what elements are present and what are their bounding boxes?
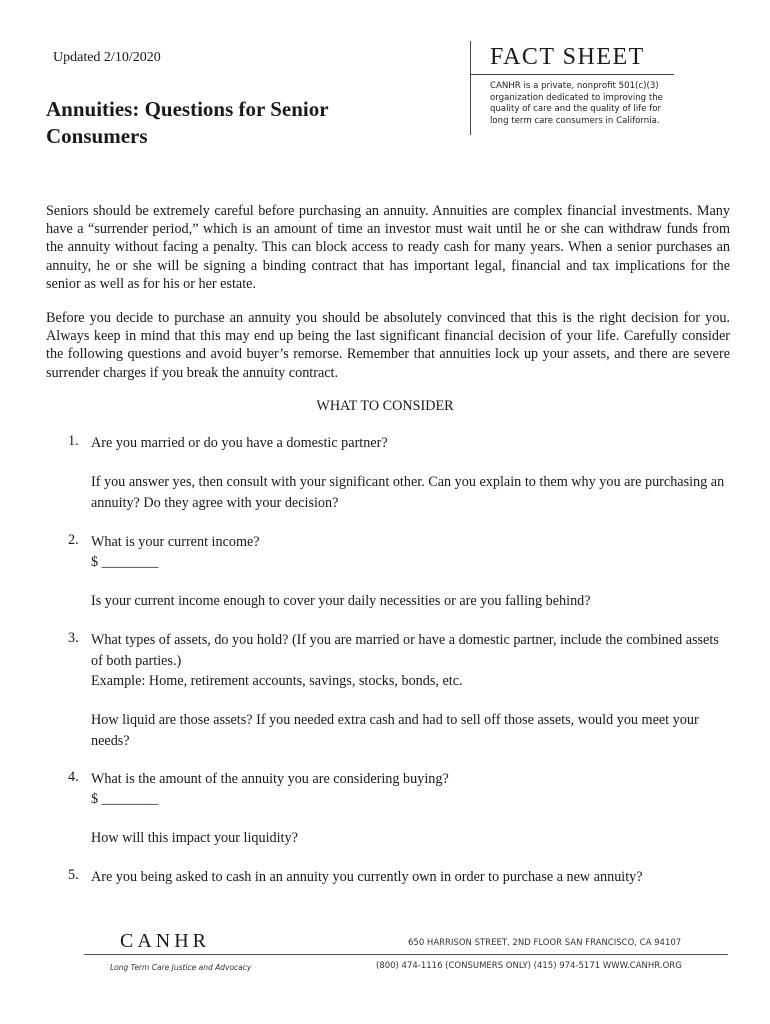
question-text: Are you being asked to cash in an annuity you currently own in order to purchase a new annuity? (91, 869, 643, 885)
page-title: Annuities: Questions for Senior Consumers (46, 97, 329, 148)
fact-sheet-label: FACT SHEET (490, 44, 645, 70)
answer-blank: $ ________ (91, 554, 159, 570)
intro-paragraph-1: Seniors should be extremely careful before purchasing an annuity. Annuities are complex financial investments. Many have a “surrender period,” which is an amount of time an investor must wait until he or she can withdraw funds from the annuity without facing a penalty. This can block access to ready cash for many years. When a senior purchases an annuity, he or she will be signing a binding contract that has important legal, financial and tax implications for the senior as well as for his or her estate. (46, 203, 730, 292)
footer-tagline: Long Term Care Justice and Advocacy (110, 963, 252, 972)
question-text: What is the amount of the annuity you are considering buying? (91, 771, 449, 787)
question-followup: If you answer yes, then consult with your significant other. Can you explain to them why you are purchasing an annuity? Do they agree with your decision? (91, 474, 725, 511)
header-horizontal-divider (470, 74, 674, 75)
answer-blank: $ ________ (91, 791, 159, 807)
header-vertical-divider (470, 41, 471, 135)
footer-phone: (800) 474-1116 (CONSUMERS ONLY) (415) 974-5171 WWW.CANHR.ORG (376, 961, 682, 971)
question-number: 3. (68, 630, 79, 646)
updated-date: Updated 2/10/2020 (53, 50, 161, 65)
question-number: 4. (68, 769, 79, 785)
question-text: What types of assets, do you hold? (If you are married or have a domestic partner, include the combined assets of both parties.) (91, 632, 719, 669)
question-number: 1. (68, 433, 79, 449)
question-followup: How will this impact your liquidity? (91, 830, 298, 846)
question-followup: Is your current income enough to cover your daily necessities or are you falling behind? (91, 593, 591, 609)
footer-divider (84, 954, 728, 955)
question-text: Are you married or do you have a domestic partner? (91, 435, 388, 451)
org-blurb: CANHR is a private, nonprofit 501(c)(3) organization dedicated to improving the quality of care and the quality of life for long term care consumers in California. (490, 81, 663, 126)
question-text: What is your current income? (91, 534, 260, 550)
footer-logo-text: CANHR (120, 930, 211, 952)
intro-paragraph-2: Before you decide to purchase an annuity you should be absolutely convinced that this is the right decision for you. Always keep in mind that this may end up being the last significant financial decision of your life. Carefully consider the following questions and avoid buyer’s remorse. Remember that annuities lock up your assets, and there are severe surrender charges if you break the annuity contract. (46, 310, 730, 381)
question-followup: How liquid are those assets? If you needed extra cash and had to sell off those assets, would you meet your needs? (91, 712, 699, 749)
question-example: Example: Home, retirement accounts, savings, stocks, bonds, etc. (91, 673, 463, 689)
question-number: 5. (68, 867, 79, 883)
question-number: 2. (68, 532, 79, 548)
footer-address: 650 HARRISON STREET, 2ND FLOOR SAN FRANCISCO, CA 94107 (408, 938, 682, 948)
section-heading: WHAT TO CONSIDER (316, 398, 454, 414)
